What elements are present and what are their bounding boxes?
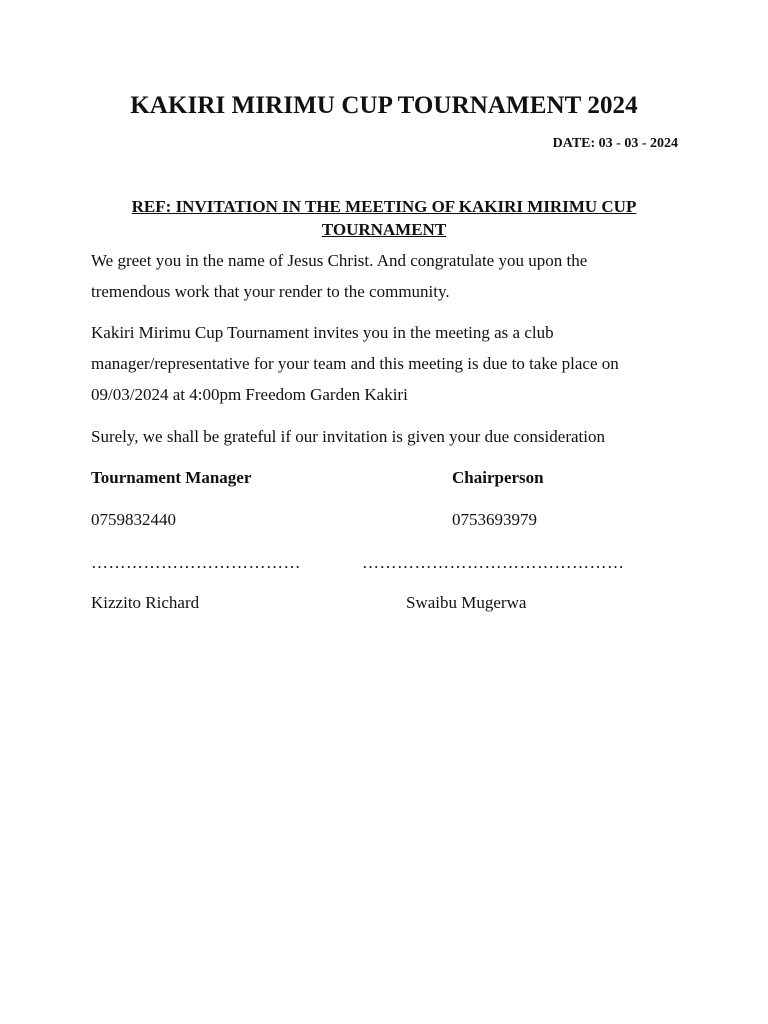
signatory-name-manager: Kizzito Richard bbox=[91, 593, 200, 612]
signature-line-manager: ……………………………… bbox=[91, 553, 301, 572]
signature-line-chairperson: ……………………………………… bbox=[362, 553, 625, 572]
closing-paragraph: Surely, we shall be grateful if our invitation is given your due consideration bbox=[91, 427, 605, 446]
greeting-paragraph: We greet you in the name of Jesus Christ. And congratulate you upon the tremendous work that your render to the community. bbox=[91, 251, 588, 301]
document-date: DATE: 03 - 03 - 2024 bbox=[552, 136, 678, 151]
signatory-role-manager: Tournament Manager bbox=[91, 468, 252, 487]
document-title: KAKIRI MIRIMU CUP TOURNAMENT 2024 bbox=[130, 92, 638, 119]
signatory-phone-manager: 0759832440 bbox=[91, 510, 176, 529]
reference-line: REF: INVITATION IN THE MEETING OF KAKIRI MIRIMU CUP TOURNAMENT bbox=[131, 197, 637, 239]
invitation-paragraph: Kakiri Mirimu Cup Tournament invites you in the meeting as a club manager/representative for your team and this meeting is due to take place on 09/03/2024 at 4:00pm Freedom Garden Kakiri bbox=[91, 323, 619, 404]
signatory-role-chairperson: Chairperson bbox=[452, 468, 544, 487]
signatory-name-chairperson: Swaibu Mugerwa bbox=[406, 593, 527, 612]
signatory-phone-chairperson: 0753693979 bbox=[452, 510, 537, 529]
